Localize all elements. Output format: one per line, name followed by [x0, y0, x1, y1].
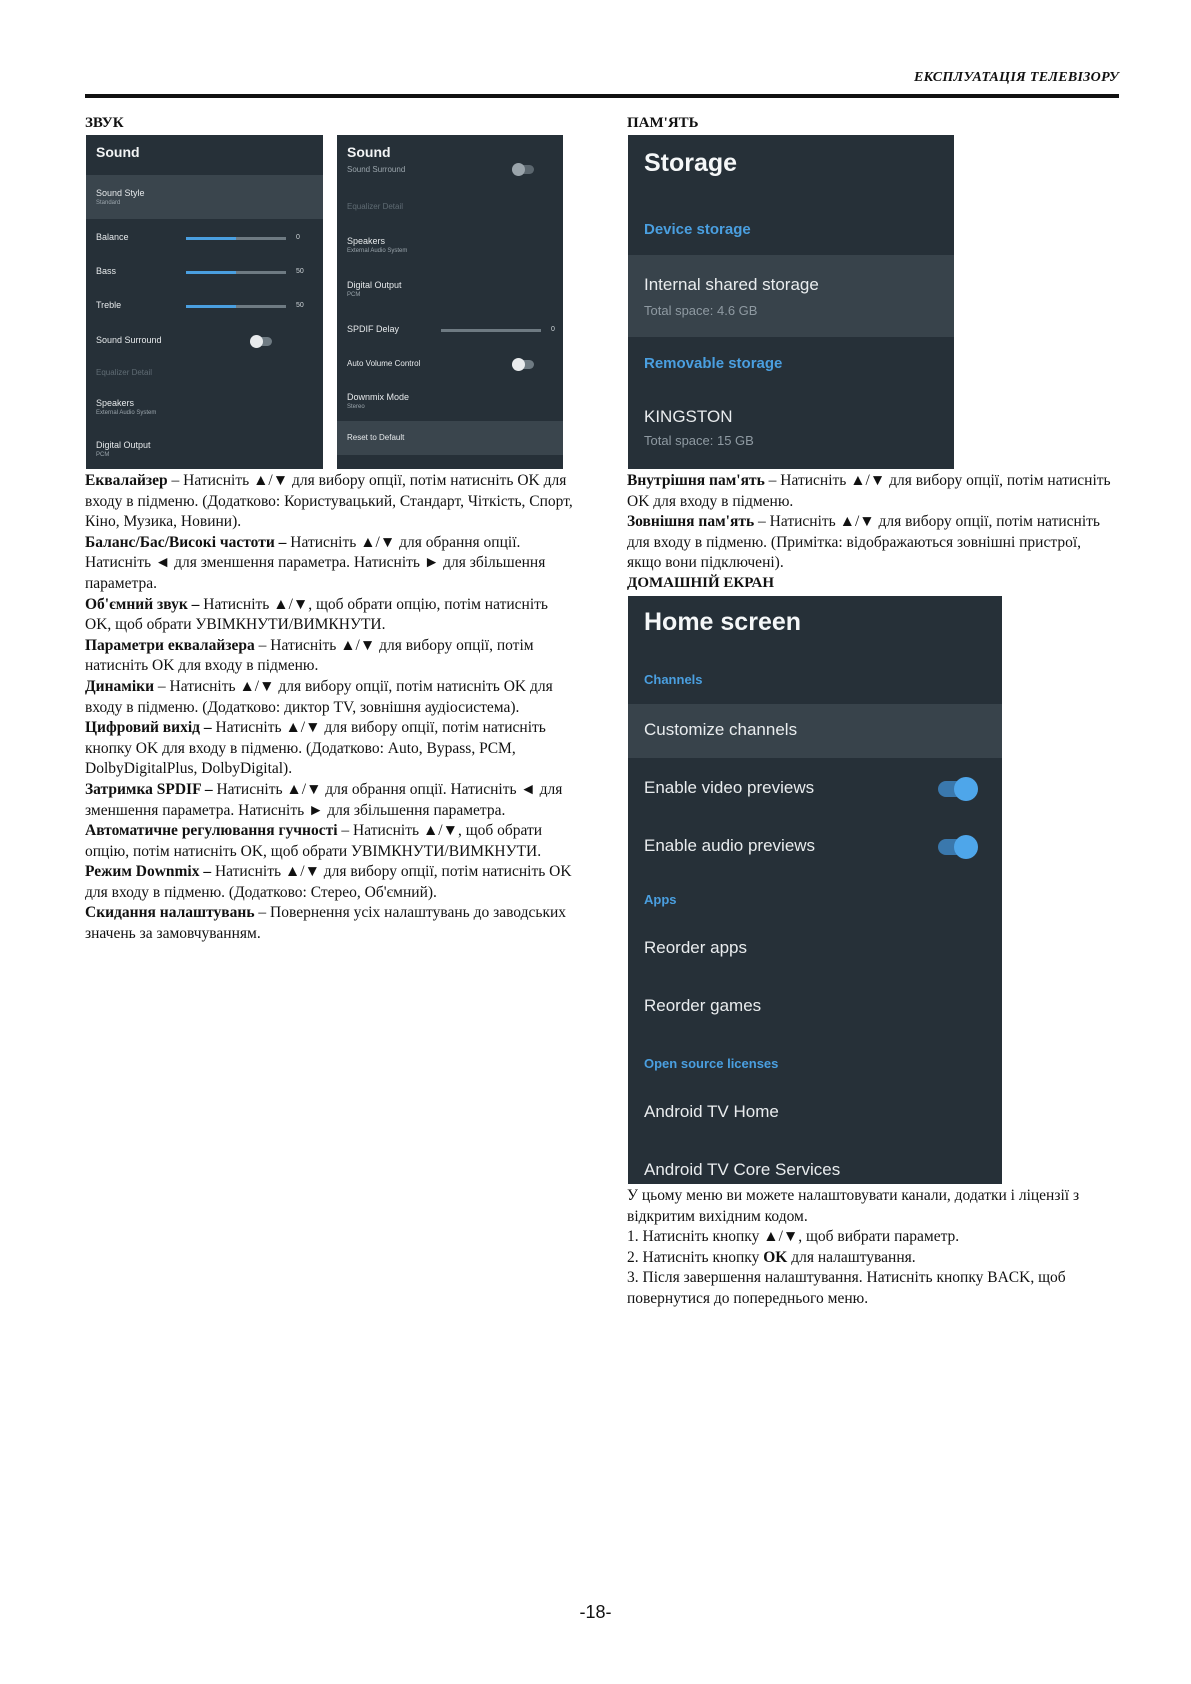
row-value: Total space: 4.6 GB	[644, 303, 758, 318]
menu-row-treble[interactable]	[86, 291, 323, 323]
description: Натисніть ▲/▼ для обрання опції. Натисніть ◄ для зменшення параметра. Натисніть ► для збільшення параметра.	[85, 780, 563, 819]
paragraph-spdif	[85, 780, 575, 821]
description: – Натисніть ▲/▼ для вибору опції, потім натисніть для входу в підменю. (Примітка: відображаються зовнішні пристрої, якщо вони підключені).	[627, 513, 1131, 572]
category-removable-storage: Removable storage	[644, 355, 783, 372]
sound-surround-toggle[interactable]	[250, 337, 272, 346]
panel-title: Storage	[644, 149, 738, 177]
row-value: External Audio System	[96, 410, 157, 416]
description: – Натисніть ▲/▼, щоб обрати опцію, потім натисніть OK, щоб обрати УВІМКНУТИ/ВИМКНУТИ.	[85, 822, 543, 860]
paragraph-step-3: 3. Після завершення налаштування. Натисніть кнопку BACK, щоб повернутися до попереднього меню.	[627, 1269, 1066, 1307]
row-label: Sound Surround	[347, 165, 406, 174]
header-rule	[85, 94, 1119, 98]
auto-volume-toggle[interactable]	[512, 360, 534, 369]
row-label: Sound Style	[96, 188, 145, 198]
menu-row-reorder-apps[interactable]	[628, 922, 1002, 976]
step-text: для налаштування.	[787, 1248, 916, 1266]
category-channels: Channels	[644, 672, 703, 687]
menu-row-spdif-delay[interactable]	[337, 313, 563, 345]
description: – Натисніть ▲/▼ для вибору опції, потім натисніть OK для входу в підменю. (Додатково: Користувацький, Стандарт, Чіткість, Спорт, Кіно, Музика, Новини).	[85, 472, 573, 531]
row-label: Equalizer Detail	[347, 202, 404, 211]
row-label: Android TV Core Services	[644, 1160, 841, 1179]
paragraph-digital-output	[85, 718, 575, 780]
menu-row-speakers[interactable]	[86, 389, 323, 425]
row-label: Android TV Home	[644, 1102, 779, 1121]
description: – Натисніть ▲/▼ для вибору опції, потім натисніть OK для входу в підменю.	[85, 636, 534, 675]
term: Внутрішня пам'ять	[627, 472, 765, 489]
menu-row-video-previews[interactable]	[628, 762, 1002, 816]
paragraph-intro: У цьому меню ви можете налаштовувати канали, додатки і ліцензії з відкритим вихідним кодом.	[627, 1187, 1080, 1225]
term: Динаміки	[85, 677, 155, 695]
toggle-knob	[512, 163, 525, 176]
category-device-storage: Device storage	[644, 221, 751, 238]
bass-slider[interactable]	[186, 271, 286, 274]
row-label: KINGSTON	[644, 407, 733, 426]
menu-row-audio-previews[interactable]	[628, 820, 1002, 874]
slider-fill	[186, 305, 236, 308]
balance-slider[interactable]	[186, 237, 286, 240]
row-value: Total space: 15 GB	[644, 433, 754, 448]
video-previews-toggle[interactable]	[938, 781, 976, 797]
storage-menu-panel	[628, 135, 954, 469]
panel-title: Home screen	[644, 608, 802, 636]
home-screen-menu-panel	[628, 596, 1002, 1184]
paragraph-equalizer	[85, 471, 575, 533]
row-label: Reorder apps	[644, 938, 748, 957]
paragraph-step-2	[627, 1248, 1117, 1269]
sound-menu-panel-1	[86, 135, 323, 469]
menu-row-equalizer-detail	[86, 359, 323, 387]
section-sound-heading: ЗВУК	[85, 115, 124, 131]
menu-row-sound-style[interactable]	[86, 175, 323, 219]
row-label: Balance	[96, 232, 129, 242]
row-label: Enable audio previews	[644, 836, 816, 855]
spdif-delay-slider[interactable]	[441, 329, 541, 332]
menu-row-reset[interactable]	[337, 421, 563, 455]
menu-row-downmix[interactable]	[337, 381, 563, 417]
menu-row-reorder-games[interactable]	[628, 980, 1002, 1034]
term: Затримка SPDIF –	[85, 780, 213, 798]
row-label: SPDIF Delay	[347, 324, 400, 334]
toggle-knob	[512, 358, 525, 371]
description: Натисніть ▲/▼ для обрання опції. Натисніть ◄ для зменшення параметра. Натисніть ► для збільшення параметра.	[85, 533, 546, 592]
ok-key: OK	[763, 1248, 788, 1266]
row-label: Digital Output	[347, 280, 402, 290]
term: Цифровий вихід –	[85, 719, 212, 737]
description: – Натисніть ▲/▼ для вибору опції, потім натисніть OK для входу в підменю. (Додатково: диктор TV, зовнішня аудіосистема).	[85, 677, 553, 716]
slider-value: 50	[296, 268, 304, 275]
row-value: External Audio System	[347, 248, 408, 254]
page-number: -18-	[579, 1602, 612, 1622]
menu-row-bass[interactable]	[86, 257, 323, 289]
row-label: Equalizer Detail	[96, 368, 153, 377]
term: Режим Downmix –	[85, 863, 212, 881]
menu-row-equalizer-detail	[337, 195, 563, 219]
menu-row-kingston[interactable]	[628, 387, 954, 467]
menu-row-auto-volume[interactable]	[337, 347, 563, 381]
row-label: Speakers	[96, 398, 135, 408]
category-apps: Apps	[644, 892, 677, 907]
row-label: Enable video previews	[644, 778, 815, 797]
paragraph-eq-params	[85, 636, 575, 677]
menu-row-sound-surround[interactable]	[86, 323, 323, 359]
section-home-heading: ДОМАШНІЙ ЕКРАН	[627, 575, 774, 591]
panel-title: Sound	[96, 144, 140, 160]
menu-row-customize-channels[interactable]	[628, 704, 1002, 758]
section-memory-heading: ПАМ'ЯТЬ	[627, 115, 699, 131]
slider-fill	[186, 237, 236, 240]
sound-menu-panel-2	[337, 135, 563, 469]
row-label: Auto Volume Control	[347, 359, 421, 368]
category-open-source-licenses: Open source licenses	[644, 1056, 779, 1071]
paragraph-internal-memory	[627, 471, 1117, 512]
row-label: Internal shared storage	[644, 275, 819, 294]
running-header: ЕКСПЛУАТАЦІЯ ТЕЛЕВІЗОРУ	[913, 70, 1119, 85]
sound-surround-toggle[interactable]	[512, 165, 534, 174]
row-label: Treble	[96, 300, 122, 310]
slider-value: 50	[296, 302, 304, 309]
paragraph-speakers	[85, 677, 575, 718]
paragraph-surround	[85, 595, 575, 636]
menu-row-internal-storage[interactable]	[628, 255, 954, 337]
menu-row-android-tv-core[interactable]	[628, 1144, 1002, 1184]
step-text: 2. Натисніть кнопку	[627, 1248, 764, 1266]
toggle-knob	[954, 777, 978, 801]
toggle-knob	[250, 335, 263, 348]
row-label: Digital Output	[96, 440, 151, 450]
paragraph-reset	[85, 903, 575, 944]
description: – Натисніть ▲/▼ для вибору опції, потім натисніть OK для входу в підменю.	[627, 472, 1111, 510]
menu-row-speakers[interactable]	[337, 227, 563, 263]
memory-description-text	[627, 471, 1131, 574]
menu-row-android-tv-home[interactable]	[628, 1086, 1002, 1140]
panel-title: Sound	[347, 144, 391, 160]
row-value: Stereo	[347, 404, 365, 410]
slider-fill	[186, 271, 236, 274]
term: Скидання налаштувань	[85, 904, 255, 922]
term: Параметри еквалайзера	[85, 636, 255, 654]
sound-description-text	[85, 471, 575, 945]
paragraph-auto-volume	[85, 821, 575, 862]
slider-value: 0	[296, 234, 300, 241]
description: – Повернення усіх налаштувань до заводських значень за замовчуванням.	[85, 904, 567, 943]
description: Натисніть ▲/▼ для вибору опції, потім натисніть кнопку OK для входу в підменю. (Додатково: Auto, Bypass, PCM, DolbyDigitalPlus, DolbyDigital).	[85, 719, 546, 778]
description: Натисніть ▲/▼ для вибору опції, потім натисніть OK для входу в підменю. (Додатково: Стерео, Об'ємний).	[85, 863, 572, 901]
term: Автоматичне регулювання гучності	[85, 822, 338, 840]
row-label: Sound Surround	[96, 335, 162, 345]
description: Натисніть ▲/▼, щоб обрати опцію, потім натисніть OK, щоб обрати УВІМКНУТИ/ВИМКНУТИ.	[85, 595, 548, 634]
menu-row-digital-output[interactable]	[86, 431, 323, 467]
paragraph-external-memory	[627, 512, 1131, 574]
row-label: Reorder games	[644, 996, 762, 1015]
treble-slider[interactable]	[186, 305, 286, 308]
row-value: PCM	[96, 452, 110, 458]
menu-row-sound-surround-partial[interactable]	[337, 165, 563, 179]
row-value: PCM	[347, 292, 361, 298]
term: Еквалайзер	[85, 472, 168, 489]
menu-row-digital-output[interactable]	[337, 271, 563, 307]
row-label: Customize channels	[644, 720, 798, 739]
audio-previews-toggle[interactable]	[938, 839, 976, 855]
row-label: Reset to Default	[347, 433, 405, 442]
term: Баланс/Бас/Високі частоти –	[85, 533, 287, 551]
row-label: Bass	[96, 266, 117, 276]
term: Зовнішня пам'ять	[627, 513, 755, 531]
home-description-text	[627, 1186, 1117, 1310]
paragraph-step-1: 1. Натисніть кнопку ▲/▼, щоб вибрати параметр.	[627, 1228, 960, 1246]
row-label: Speakers	[347, 236, 386, 246]
row-value: Standard	[96, 200, 121, 206]
slider-value: 0	[551, 326, 555, 333]
menu-row-balance[interactable]	[86, 223, 323, 255]
term: Об'ємний звук –	[85, 595, 200, 613]
toggle-knob	[954, 835, 978, 859]
paragraph-balance	[85, 533, 575, 595]
row-label: Downmix Mode	[347, 392, 410, 402]
paragraph-downmix	[85, 862, 575, 903]
